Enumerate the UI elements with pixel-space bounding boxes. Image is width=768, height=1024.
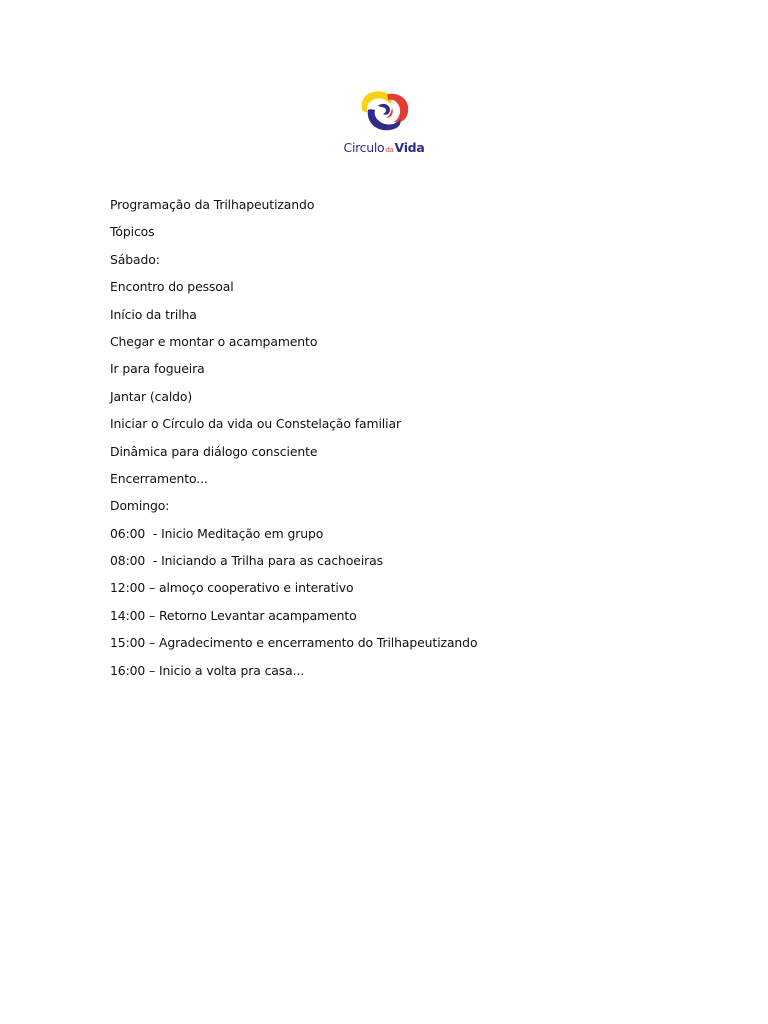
- logo-word-da: da: [385, 146, 394, 154]
- schedule-item: 08:00 - Iniciando a Trilha para as cachoeiras: [110, 553, 384, 569]
- doc-line: Jantar (caldo): [110, 388, 193, 404]
- circulo-da-vida-logo: [338, 86, 430, 158]
- schedule-item: 12:00 – almoço cooperativo e interativo: [110, 580, 354, 596]
- doc-heading-sabado: Sábado:: [110, 251, 160, 267]
- doc-line: Encontro do pessoal: [110, 279, 234, 295]
- schedule-item: 14:00 – Retorno Levantar acampamento: [110, 607, 357, 623]
- doc-line: Chegar e montar o acampamento: [110, 333, 318, 349]
- doc-heading-domingo: Domingo:: [110, 498, 170, 514]
- document-body: [110, 196, 670, 689]
- logo-word-vida: Vida: [394, 140, 425, 155]
- doc-line: Iniciar o Círculo da vida ou Constelação familiar: [110, 416, 401, 432]
- doc-title: Programação da Trilhapeutizando: [110, 197, 315, 212]
- doc-line: Encerramento...: [110, 470, 208, 486]
- schedule-item: 15:00 – Agradecimento e encerramento do Trilhapeutizando: [110, 635, 478, 651]
- logo-word-circulo: Circulo: [343, 140, 385, 155]
- doc-line-topicos: Tópicos: [110, 224, 155, 240]
- schedule-item: 06:00 - Inicio Meditação em grupo: [110, 525, 324, 541]
- logo-wordmark: [338, 140, 430, 158]
- schedule-item: 16:00 – Inicio a volta pra casa...: [110, 662, 305, 678]
- doc-line: Início da trilha: [110, 306, 197, 322]
- swirl-logo-icon: [352, 86, 416, 140]
- doc-line: Ir para fogueira: [110, 361, 205, 377]
- doc-line: Dinâmica para diálogo consciente: [110, 443, 318, 459]
